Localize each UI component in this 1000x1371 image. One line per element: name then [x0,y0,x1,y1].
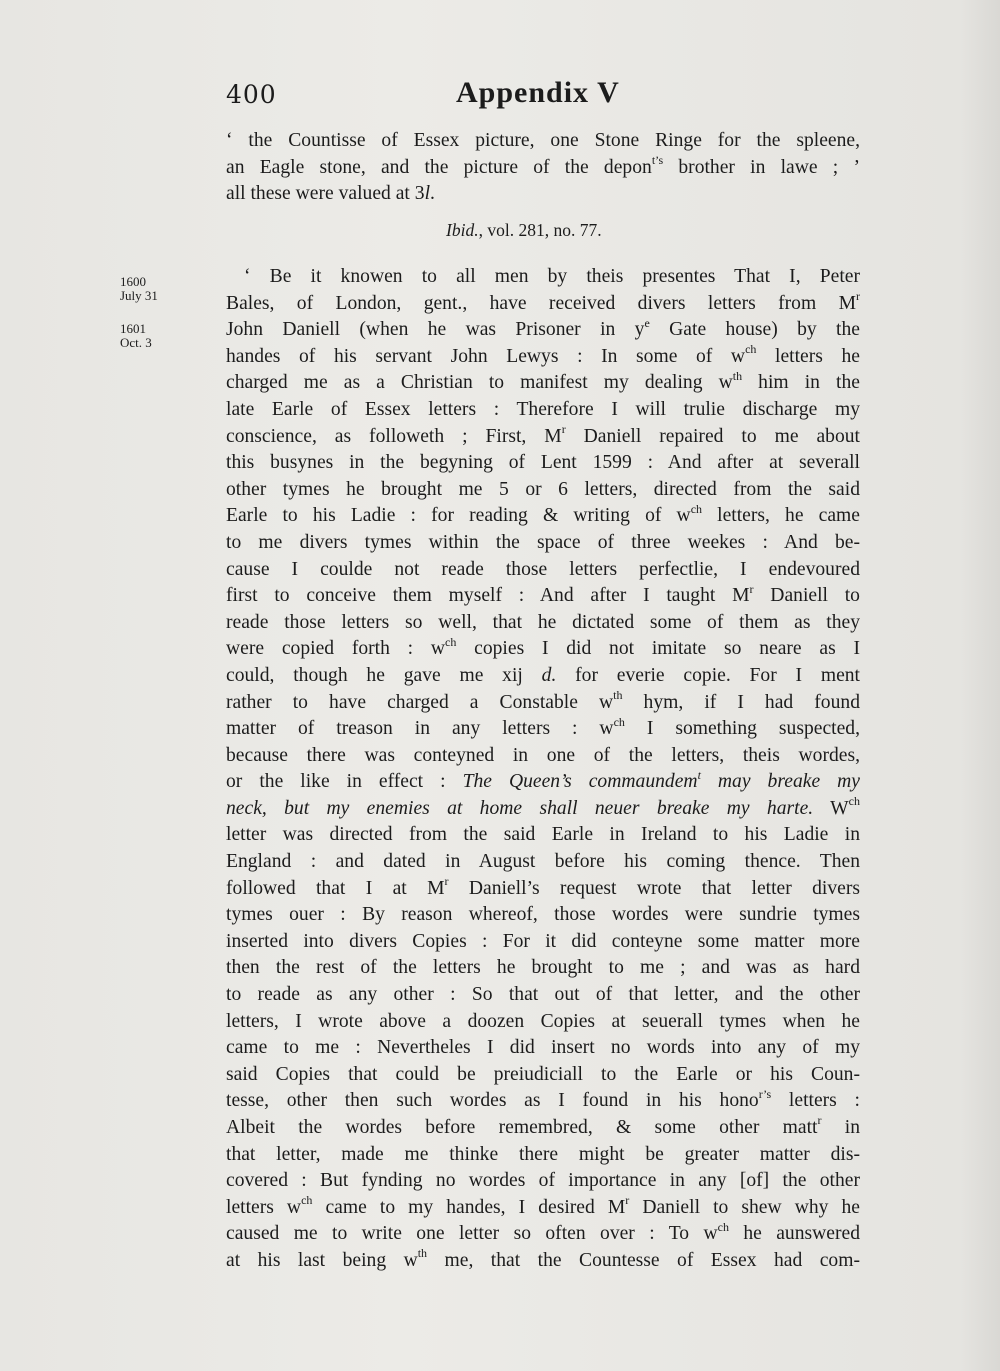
text-line: inserted into divers Copies : For it did conteyne some matter more [226,930,860,952]
text-line: covered : But fynding no wordes of importance in any [of] the other [226,1170,860,1192]
text-line: came to me : Nevertheles I did insert no words into any of my [226,1037,860,1059]
text-line: were copied forth : $w^{ch}$ copies I did not imitate so neare as I [226,634,860,660]
text-line: cause I coulde not reade those letters perfectlie, I endevoured [226,558,860,580]
text-line: that letter, made me thinke there might be greater matter dis- [226,1143,860,1165]
text-line: other tymes he brought me 5 or 6 letters, directed from the said [226,478,860,500]
intro-paragraph [226,128,860,208]
text-line: this busynes in the begyning of Lent 1599 : And after at severall [226,452,860,474]
text-line: Albeit the wordes before remembred, & some other matt$^r$ in [226,1113,860,1138]
margin-day: July 31 [120,288,158,303]
text-line: an Eagle stone, and the picture of the depon$^{t’s}$ brother in lawe ; ’ [226,153,860,178]
text-line: Earle to his Ladie : for reading & writing of $w^{ch}$ letters, he came [226,501,860,527]
text-line: could, though he gave me xij d. for everie copie. For I ment [226,664,860,686]
text-line: tymes ouer : By reason whereof, those wordes were sundrie tymes [226,904,860,926]
text-line: letters, I wrote above a doozen Copies at seuerall tymes when he [226,1010,860,1032]
running-head [456,76,620,110]
text-line: then the rest of the letters he brought to me ; and was as hard [226,957,860,979]
text-line: letters $w^{ch}$ came to my handes, I desired $M^r$ Daniell to shew why he [226,1193,860,1218]
text-line: handes of his servant John Lewys : In some of $w^{ch}$ letters he [226,342,861,367]
page-header [226,76,858,120]
source-citation: Ibid., vol. 281, no. 77. [446,220,602,240]
text-line: or the like in effect : The Queen’s commaundem$^t$ may breake my [226,767,860,793]
text-line: reade those letters so well, that he dictated some of them as they [226,611,860,633]
text-line: said Copies that could be preiudiciall to the Earle or his Coun- [226,1063,860,1085]
margin-day: Oct. 3 [120,335,152,350]
margin-year: 1600 [120,274,146,289]
margin-date-1600 [120,275,190,303]
text-line: ‘ the Countisse of Essex picture, one Stone Ringe for the spleene, [226,130,860,151]
margin-year: 1601 [120,321,146,336]
text-line: followed that I at $M^r$ Daniell’s request wrote that letter divers [226,874,861,899]
text-line: to reade as any other : So that out of that letter, and the other [226,984,860,1006]
text-line: ‘ Be it knowen to all men by theis presentes That I, Peter [244,266,860,287]
text-line: all these were valued at 3l. [226,183,435,205]
text-line: matter of treason in any letters : $w^{ch}$ I something suspected, [226,714,860,740]
text-line: at his last being $w^{th}$ me, that the Countesse of Essex had com- [226,1246,860,1271]
running-head-mark: V [597,76,620,109]
text-line: to me divers tymes within the space of three weekes : And be- [226,531,860,553]
deposition-paragraph [226,264,860,1275]
margin-date-1601 [120,322,190,350]
text-line: England : and dated in August before his coming thence. Then [226,851,860,873]
text-line: neck, but my enemies at home shall neuer breake my harte. $W^{ch}$ [226,794,860,819]
text-line: because there was conteyned in one of the letters, theis wordes, [226,744,860,766]
text-line: John Daniell (when he was Prisoner in $y^e$ Gate house) by the [226,315,860,341]
text-line: conscience, as followeth ; First, $M^r$ Daniell repaired to me about [226,422,860,447]
text-line: charged me as a Christian to manifest my dealing $w^{th}$ him in the [226,368,860,394]
text-line: late Earle of Essex letters : Therefore I will trulie discharge my [226,398,860,420]
text-line: first to conceive them myself : And after I taught $M^r$ Daniell to [226,581,860,607]
text-line: caused me to write one letter so often over : To $w^{ch}$ he aunswered [226,1219,860,1245]
running-head-title: Appendix [456,76,590,109]
page-number: 400 [226,80,277,109]
text-line: letter was directed from the said Earle in Ireland to his Ladie in [226,824,860,846]
text-line: rather to have charged a Constable $w^{th}$ hym, if I had found [226,687,860,713]
text-line: tesse, other then such wordes as I found in his hono$^{r’s}$ letters : [226,1086,860,1112]
text-line: Bales, of London, gent., have received divers letters from $M^r$ [226,289,860,314]
